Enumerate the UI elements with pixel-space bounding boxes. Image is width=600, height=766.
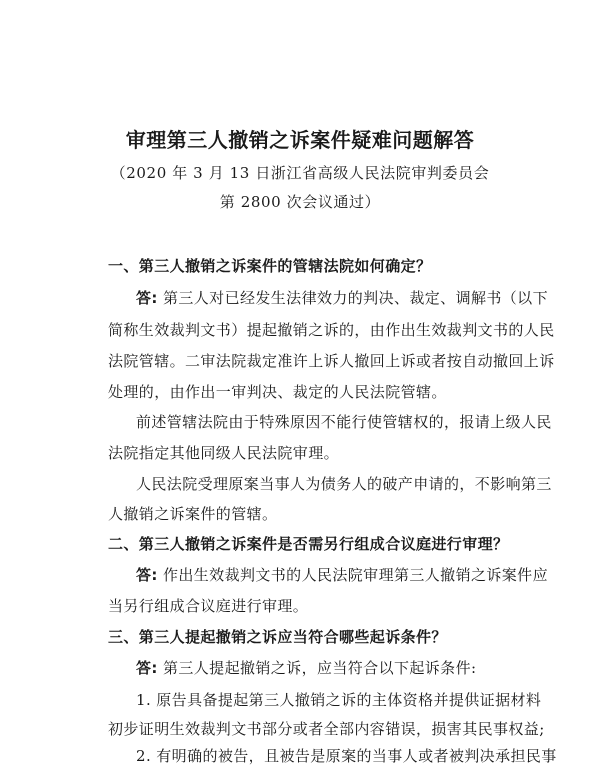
section3-item1-line1: 1. 原告具备提起第三人撤销之诉的主体资格并提供证据材料 — [136, 691, 542, 709]
document-subtitle-line2: 第 2800 次会议通过） — [219, 193, 381, 211]
section3-item2-line1: 2. 有明确的被告，且被告是原案的当事人或者被判决承担民事 — [136, 747, 557, 765]
answer-label: 答: — [136, 659, 158, 677]
section1-para3-line2: 人撤销之诉案件的管辖。 — [108, 505, 278, 523]
section1-para2-line1: 前述管辖法院由于特殊原因不能行使管辖权的，报请上级人民 — [136, 413, 552, 431]
document-subtitle-line1: （2020 年 3 月 13 日浙江省高级人民法院审判委员会 — [110, 164, 490, 182]
section1-answer-line3: 法院管辖。二审法院裁定准许上诉人撤回上诉或者按自动撤回上诉 — [108, 352, 555, 370]
section1-answer-line1 — [136, 288, 576, 308]
answer-text: 第三人提起撤销之诉，应当符合以下起诉条件: — [162, 659, 477, 677]
answer-label: 答: — [136, 289, 158, 307]
answer-text: 作出生效裁判文书的人民法院审理第三人撤销之诉案件应 — [162, 566, 548, 584]
section2-heading: 二、第三人撤销之诉案件是否需另行组成合议庭进行审理？ — [108, 535, 509, 553]
section2-answer-line1 — [136, 565, 576, 585]
section3-heading: 三、第三人提起撤销之诉应当符合哪些起诉条件？ — [108, 628, 447, 646]
document-title: 审理第三人撤销之诉案件疑难问题解答 — [125, 128, 475, 152]
section1-heading: 一、第三人撤销之诉案件的管辖法院如何确定？ — [108, 257, 432, 275]
answer-text: 第三人对已经发生法律效力的判决、裁定、调解书（以下 — [162, 289, 548, 307]
section2-answer-line2: 当另行组成合议庭进行审理。 — [108, 597, 309, 615]
section3-item1-line2: 初步证明生效裁判文书部分或者全部内容错误，损害其民事权益; — [108, 720, 545, 738]
section1-answer-line2: 简称生效裁判文书）提起撤销之诉的，由作出生效裁判文书的人民 — [108, 321, 555, 339]
section1-para3-line1: 人民法院受理原案当事人为债务人的破产申请的，不影响第三 — [136, 475, 552, 493]
section1-para2-line2: 法院指定其他同级人民法院审理。 — [108, 444, 340, 462]
section1-answer-line4: 处理的，由作出一审判决、裁定的人民法院管辖。 — [108, 383, 447, 401]
section3-answer-line1 — [136, 658, 576, 678]
answer-label: 答: — [136, 566, 158, 584]
